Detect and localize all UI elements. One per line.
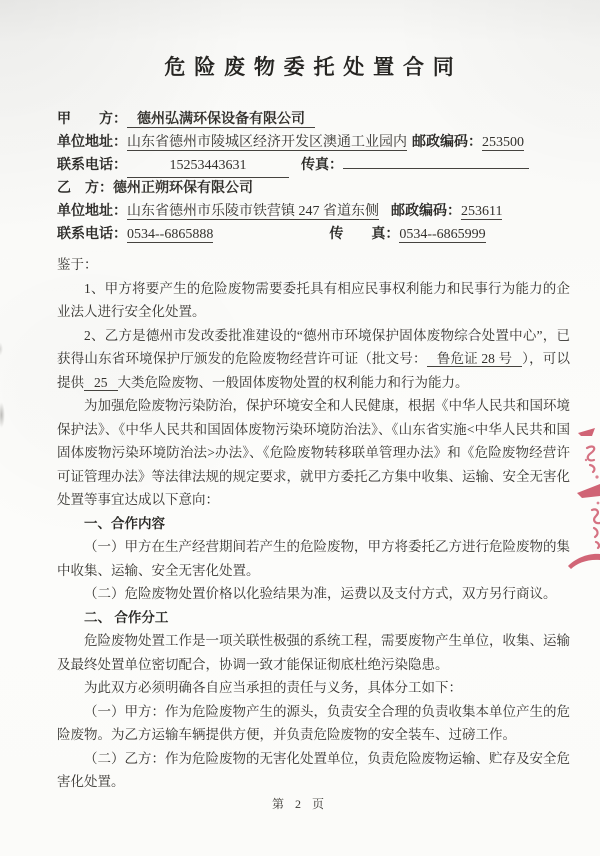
waste-category-count: 25: [84, 375, 118, 391]
legal-preamble: 为加强危险废物污染防治，保护环境安全和人民健康，根据《中华人民共和国环境保护法》、《中华人民共和国固体废物污染环境防治法》、《山东省实施<中华人民共和国固体废物污染环境防治法>办法》、《危险废物转移联单管理办法》和《危险废物经营许可证管理办法》等法律法规的规定要求，就甲方委托乙方集中收集、运输、安全无害化处置等事宜达成以下意向：: [57, 398, 570, 507]
party-a-address: 山东省德州市陵城区经济开发区澳通工业园内: [127, 135, 407, 150]
section-2-heading: 二、 合作分工: [84, 609, 169, 625]
party-b-label: 乙 方：: [57, 181, 113, 196]
page-number-footer: 第 2 页: [271, 797, 328, 811]
party-a-fax-blank: [343, 168, 529, 169]
section-1-item-1: （一）甲方在生产经营期间若产生的危险废物，甲方将委托乙方进行危险废物的集中收集、运输、安全无害化处置。: [57, 539, 570, 578]
party-b-fax-label: 传 真：: [329, 227, 400, 242]
party-a-zip: 253500: [482, 135, 524, 150]
scan-edge-smudge-small: [0, 340, 4, 358]
party-a-fax-label: 传真：: [301, 158, 343, 173]
party-a-label: 甲 方：: [57, 112, 127, 127]
party-b-address: 山东省德州市乐陵市铁营镇 247 省道东侧: [127, 204, 379, 219]
party-a-phone-label: 联系电话：: [57, 158, 127, 173]
party-b-fax: 0534--6865999: [399, 227, 486, 242]
clause-2-text-end: 大类危险废物、一般固体废物处置的权利能力和行为能力。: [117, 374, 469, 390]
scan-edge-smudge: [0, 398, 6, 432]
party-b-zip: 253611: [461, 204, 503, 219]
party-b-address-line: [57, 200, 570, 223]
party-a-address-label: 单位地址：: [57, 135, 127, 150]
clause-2-text: 2、乙方是德州市发改委批准建设的“德州市环境保护固体废物综合处置中心”，已获得山东省环境保护厅颁发的危险废物经营许可证（批文号：: [57, 327, 570, 366]
clause-2-text-mid: ），可以提供: [57, 351, 571, 390]
permit-number: 鲁危证 28 号: [427, 351, 522, 367]
parties-block: [57, 108, 570, 246]
contract-title: 危险废物委托处置合同: [164, 55, 463, 79]
party-b-phone-label: 联系电话：: [57, 227, 127, 242]
party-b-phone-line: [57, 223, 570, 246]
contract-content: [57, 42, 570, 794]
party-b-zip-label: 邮政编码：: [391, 204, 461, 219]
section-1-item-2: （二）危险废物处置价格以化验结果为准，运费以及支付方式，双方另行商议。: [84, 586, 557, 601]
whereas-line: 鉴于：: [57, 257, 98, 272]
party-b-phone: 0534--6865888: [127, 227, 214, 242]
party-a-name: 德州弘满环保设备有限公司: [127, 112, 315, 128]
whereas-clause-2: [57, 324, 570, 395]
party-b-address-label: 单位地址：: [57, 204, 127, 219]
section-1-heading: 一、合作内容: [84, 515, 165, 531]
party-a-phone-line: [57, 154, 570, 177]
party-b-name-line: [57, 177, 570, 200]
section-2-item-2: （二）乙方：作为危险废物的无害化处置单位，负责危险废物运输、贮存及安全危害化处置。: [57, 750, 570, 789]
party-a-zip-label: 邮政编码：: [412, 135, 482, 150]
section-2-para-1: 危险废物处置工作是一项关联性极强的系统工程，需要废物产生单位，收集、运输及最终处置单位密切配合，协调一致才能保证彻底杜绝污染隐患。: [57, 633, 570, 672]
party-a-name-line: [57, 108, 570, 131]
section-2-item-1: （一）甲方：作为危险废物产生的源头，负责安全合理的负责收集本单位产生的危险废物。为乙方运输车辆提供方便，并负责危险废物的安全装车、过磅工作。: [57, 703, 570, 742]
whereas-clause-1: 1、甲方将要产生的危险废物需要委托具有相应民事权利能力和民事行为能力的企业法人进行安全化处置。: [57, 280, 570, 319]
contract-body: [57, 253, 570, 794]
party-a-phone: 15253443631: [127, 154, 289, 178]
party-b-name: 德州正朔环保有限公司: [113, 181, 253, 196]
party-a-address-line: [57, 131, 570, 154]
section-2-para-2: 为此双方必须明确各自应当承担的责任与义务，具体分工如下：: [84, 680, 462, 695]
